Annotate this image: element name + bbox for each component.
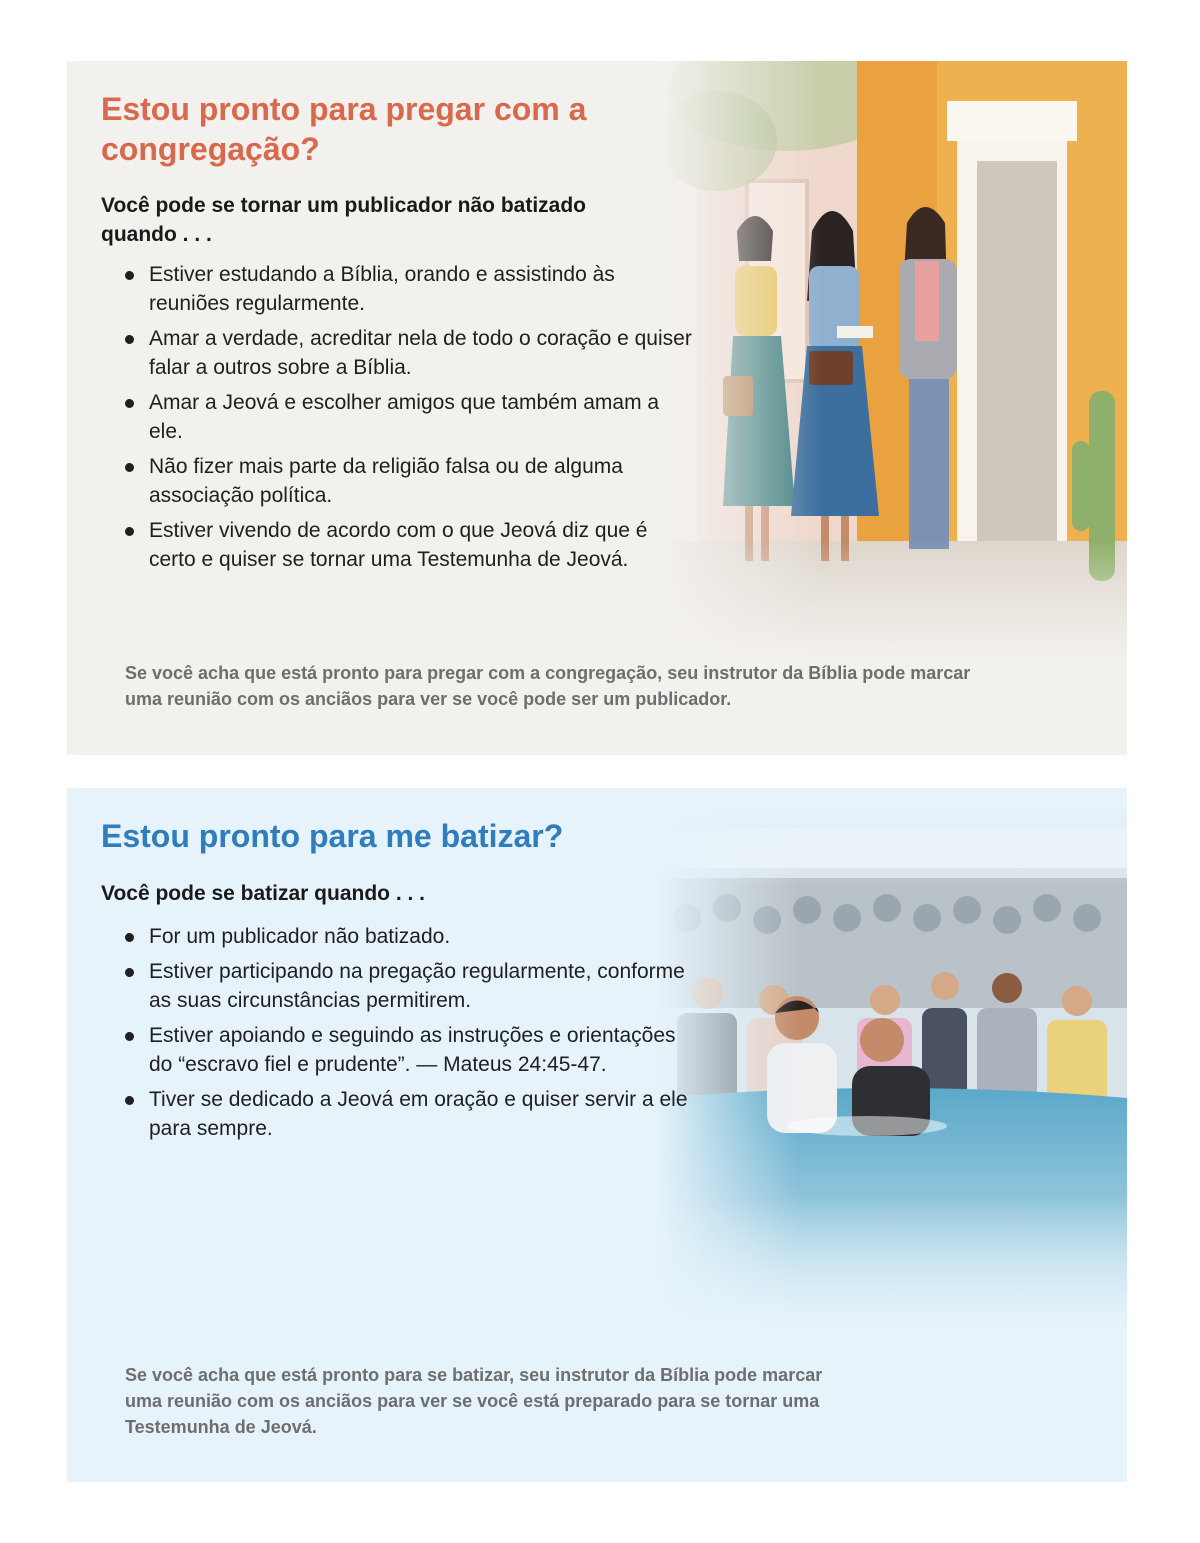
baptism-illustration (657, 808, 1127, 1328)
requirements-list (125, 260, 695, 580)
list-item: Amar a verdade, acreditar nela de todo o coração e quiser falar a outros sobre a Bíblia. (125, 324, 695, 382)
section-note: Se você acha que está pronto para se batizar, seu instrutor da Bíblia pode marcar uma reunião com os anciãos para ver se você está preparado para se tornar uma Testemunha de Jeová. (125, 1365, 823, 1437)
bullet-icon (125, 335, 134, 344)
list-item: Estiver apoiando e seguindo as instruções e orientações do “escravo fiel e prudente”. — Mateus 24:45-47. (125, 1021, 695, 1079)
list-item: Amar a Jeová e escolher amigos que também amam a ele. (125, 388, 695, 446)
bullet-icon (125, 271, 134, 280)
section-title: Estou pronto para me batizar? (101, 818, 564, 854)
preaching-panel (67, 61, 1127, 755)
list-item: For um publicador não batizado. (125, 922, 695, 951)
section-subtitle: Você pode se batizar quando . . . (101, 882, 426, 905)
bullet-icon (125, 399, 134, 408)
section-note: Se você acha que está pronto para pregar com a congregação, seu instrutor da Bíblia pode marcar uma reunião com os anciãos para ver se você pode ser um publicador. (125, 663, 971, 709)
list-item: Tiver se dedicado a Jeová em oração e quiser servir a ele para sempre. (125, 1085, 695, 1143)
bullet-icon (125, 463, 134, 472)
baptism-panel (67, 788, 1127, 1482)
bullet-icon (125, 933, 134, 942)
requirements-list (125, 922, 695, 1149)
bullet-icon (125, 527, 134, 536)
list-item: Estiver estudando a Bíblia, orando e assistindo às reuniões regularmente. (125, 260, 695, 318)
section-title: Estou pronto para pregar com a congregação? (101, 91, 587, 167)
list-item: Estiver vivendo de acordo com o que Jeová diz que é certo e quiser se tornar uma Testemunha de Jeová. (125, 516, 695, 574)
bullet-icon (125, 968, 134, 977)
bullet-icon (125, 1096, 134, 1105)
list-item: Não fizer mais parte da religião falsa ou de alguma associação política. (125, 452, 695, 510)
bullet-icon (125, 1032, 134, 1041)
list-item: Estiver participando na pregação regularmente, conforme as suas circunstâncias permitirem. (125, 957, 695, 1015)
preaching-illustration (657, 61, 1127, 661)
section-subtitle: Você pode se tornar um publicador não batizado quando . . . (101, 194, 587, 246)
